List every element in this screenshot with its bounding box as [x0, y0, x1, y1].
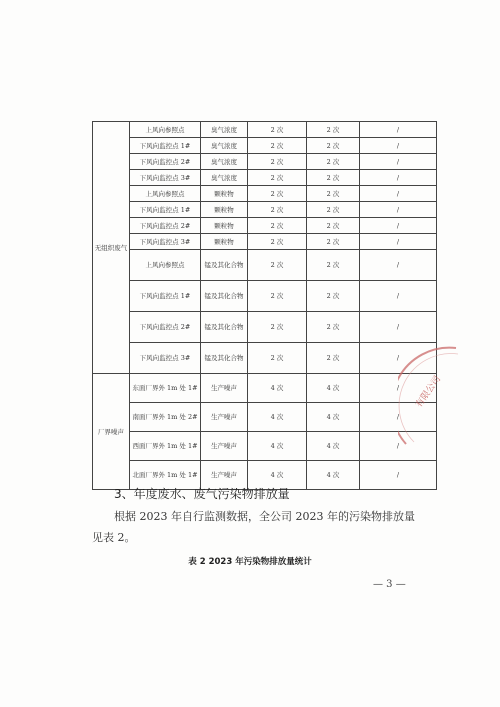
remark-cell: /: [360, 218, 437, 234]
point-cell: 下风向监控点 2#: [130, 154, 201, 170]
remark-cell: /: [360, 234, 437, 250]
frequency-cell: 2 次: [307, 281, 360, 312]
remark-cell: /: [360, 281, 437, 312]
frequency-cell: 2 次: [307, 343, 360, 374]
paragraph-line-2: 见表 2。: [92, 531, 136, 544]
point-cell: 下风向监控点 1#: [130, 138, 201, 154]
item-cell: 锰及其化合物: [201, 312, 248, 343]
item-cell: 臭气浓度: [201, 138, 248, 154]
frequency-cell: 2 次: [307, 234, 360, 250]
remark-cell: /: [360, 186, 437, 202]
remark-cell: /: [360, 374, 437, 403]
item-cell: 颗粒物: [201, 202, 248, 218]
remark-cell: /: [360, 461, 437, 490]
frequency-cell: 4 次: [307, 461, 360, 490]
table-row: [93, 343, 437, 374]
frequency-cell: 2 次: [248, 202, 307, 218]
table-row: [93, 374, 437, 403]
remark-cell: /: [360, 432, 437, 461]
point-cell: 下风向监控点 3#: [130, 234, 201, 250]
frequency-cell: 2 次: [248, 234, 307, 250]
frequency-cell: 2 次: [307, 122, 360, 138]
remark-cell: /: [360, 138, 437, 154]
table-row: [93, 138, 437, 154]
frequency-cell: 2 次: [307, 186, 360, 202]
table-row: [93, 234, 437, 250]
frequency-cell: 2 次: [307, 154, 360, 170]
category-cell: 厂界噪声: [93, 374, 130, 490]
point-cell: 下风向监控点 1#: [130, 202, 201, 218]
remark-cell: /: [360, 343, 437, 374]
frequency-cell: 4 次: [248, 432, 307, 461]
point-cell: 下风向监控点 3#: [130, 343, 201, 374]
point-cell: 下风向监控点 1#: [130, 281, 201, 312]
item-cell: 颗粒物: [201, 218, 248, 234]
frequency-cell: 2 次: [307, 218, 360, 234]
item-cell: 锰及其化合物: [201, 343, 248, 374]
item-cell: 生产噪声: [201, 374, 248, 403]
frequency-cell: 2 次: [248, 170, 307, 186]
frequency-cell: 2 次: [248, 281, 307, 312]
table-row: [93, 281, 437, 312]
point-cell: 东面厂界外 1m 处 1#: [130, 374, 201, 403]
point-cell: 下风向监控点 2#: [130, 312, 201, 343]
remark-cell: /: [360, 122, 437, 138]
point-cell: 上风向参照点: [130, 250, 201, 281]
table-row: [93, 403, 437, 432]
frequency-cell: 2 次: [307, 250, 360, 281]
frequency-cell: 4 次: [248, 403, 307, 432]
frequency-cell: 2 次: [248, 122, 307, 138]
svg-text:有限公司: 有限公司: [414, 374, 444, 410]
item-cell: 生产噪声: [201, 461, 248, 490]
item-cell: 臭气浓度: [201, 122, 248, 138]
remark-cell: /: [360, 250, 437, 281]
frequency-cell: 2 次: [248, 312, 307, 343]
paragraph-line-1: 根据 2023 年自行监测数据，全公司 2023 年的污染物排放量: [114, 510, 415, 523]
frequency-cell: 2 次: [307, 138, 360, 154]
frequency-cell: 4 次: [307, 374, 360, 403]
remark-cell: /: [360, 202, 437, 218]
point-cell: 下风向监控点 3#: [130, 170, 201, 186]
table-row: [93, 432, 437, 461]
frequency-cell: 4 次: [307, 403, 360, 432]
remark-cell: /: [360, 312, 437, 343]
table-row: [93, 250, 437, 281]
item-cell: 生产噪声: [201, 432, 248, 461]
page-number: — 3 —: [373, 579, 406, 590]
item-cell: 锰及其化合物: [201, 250, 248, 281]
category-cell: 无组织废气: [93, 122, 130, 374]
table-row: [93, 170, 437, 186]
table-row: [93, 122, 437, 138]
item-cell: 锰及其化合物: [201, 281, 248, 312]
table-row: [93, 218, 437, 234]
frequency-cell: 4 次: [248, 374, 307, 403]
remark-cell: /: [360, 154, 437, 170]
frequency-cell: 2 次: [248, 343, 307, 374]
frequency-cell: 4 次: [248, 461, 307, 490]
section-title: 3、年度废水、废气污染物排放量: [114, 487, 290, 501]
table-row: [93, 312, 437, 343]
item-cell: 颗粒物: [201, 186, 248, 202]
point-cell: 北面厂界外 1m 处 1#: [130, 461, 201, 490]
monitoring-table: [92, 121, 437, 490]
table-row: [93, 202, 437, 218]
frequency-cell: 2 次: [307, 170, 360, 186]
frequency-cell: 2 次: [307, 202, 360, 218]
monitoring-table-body: [93, 122, 437, 490]
frequency-cell: 2 次: [248, 138, 307, 154]
frequency-cell: 2 次: [307, 312, 360, 343]
item-cell: 生产噪声: [201, 403, 248, 432]
company-seal-fragment: [398, 346, 462, 450]
point-cell: 南面厂界外 1m 处 2#: [130, 403, 201, 432]
remark-cell: /: [360, 170, 437, 186]
table-caption: 表 2 2023 年污染物排放量统计: [188, 557, 312, 567]
point-cell: 西面厂界外 1m 处 1#: [130, 432, 201, 461]
item-cell: 臭气浓度: [201, 170, 248, 186]
frequency-cell: 2 次: [248, 218, 307, 234]
frequency-cell: 2 次: [248, 250, 307, 281]
item-cell: 臭气浓度: [201, 154, 248, 170]
item-cell: 颗粒物: [201, 234, 248, 250]
point-cell: 上风向参照点: [130, 186, 201, 202]
point-cell: 上风向参照点: [130, 122, 201, 138]
table-row: [93, 154, 437, 170]
frequency-cell: 2 次: [248, 154, 307, 170]
table-row: [93, 186, 437, 202]
remark-cell: /: [360, 403, 437, 432]
frequency-cell: 2 次: [248, 186, 307, 202]
frequency-cell: 4 次: [307, 432, 360, 461]
point-cell: 下风向监控点 2#: [130, 218, 201, 234]
